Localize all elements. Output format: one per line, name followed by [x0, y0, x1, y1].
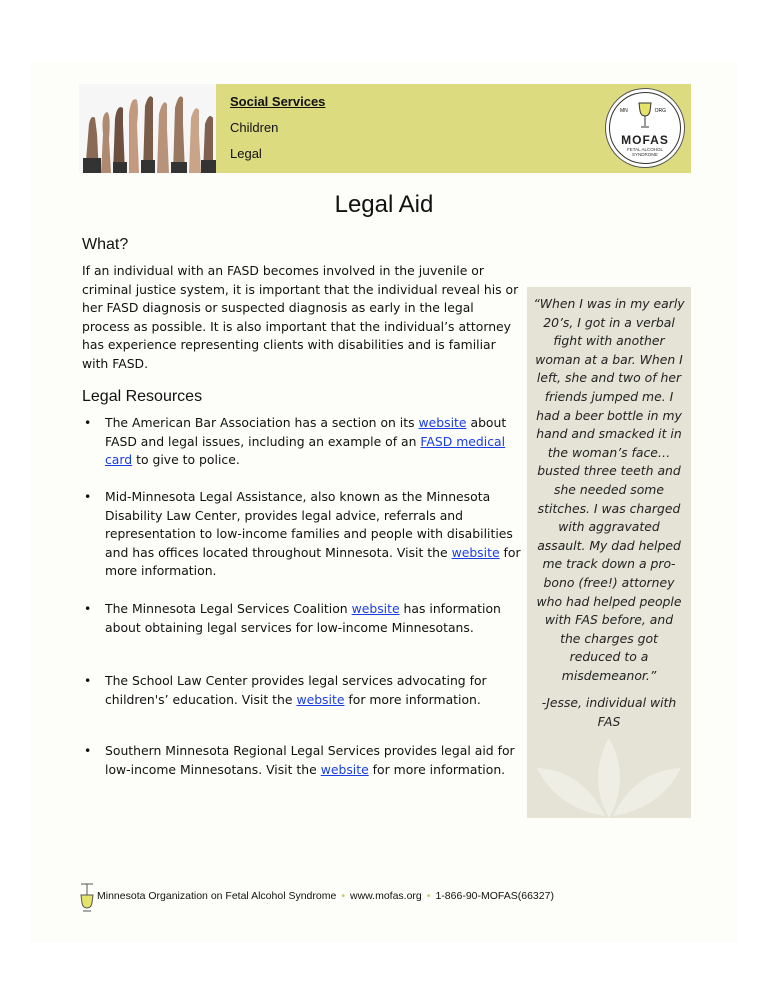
- resource-item-school-law-center: [82, 672, 522, 709]
- resource-item-aba: [82, 414, 522, 470]
- resource-text: has information about obtaining legal services for low-income Minnesotans.: [105, 601, 501, 635]
- header-band: [216, 84, 691, 173]
- footer: [79, 883, 639, 913]
- resource-text: Mid-Minnesota Legal Assistance, also known as the Minnesota Disability Law Center, provides legal advice, referrals and representation to low-income families and people with disabilities and has offices located throughout Minnesota. Visit the: [105, 489, 513, 560]
- footer-org: Minnesota Organization on Fetal Alcohol Syndrome: [97, 890, 337, 902]
- resource-item-southern-minnesota: [82, 742, 522, 779]
- mofas-logo: [605, 88, 685, 168]
- nav-social-services[interactable]: Social Services: [230, 94, 326, 109]
- section-nav: [230, 94, 325, 172]
- sidebar-attribution: -Jesse, individual with FAS: [541, 695, 677, 729]
- what-heading: What?: [82, 236, 129, 253]
- resource-text: The Minnesota Legal Services Coalition: [105, 601, 352, 616]
- resource-text: for more information.: [344, 691, 481, 707]
- bullet-icon: •: [84, 415, 92, 430]
- quote-sidebar: [527, 287, 691, 818]
- bullet-icon: •: [84, 673, 92, 688]
- logo-mn: MN: [620, 108, 628, 114]
- header: [79, 84, 691, 173]
- footer-url[interactable]: www.mofas.org: [350, 890, 422, 902]
- logo-word: MOFAS: [621, 133, 669, 147]
- logo-sub-line2: SYNDROME: [631, 152, 658, 157]
- raised-hands-photo: [79, 84, 216, 173]
- logo-subtitle: [606, 147, 684, 157]
- footer-separator: •: [426, 890, 431, 902]
- footer-separator: •: [341, 890, 345, 902]
- resource-text: Southern Minnesota Regional Legal Services provides legal aid for low-income Minnesotans. Visit the: [105, 743, 515, 777]
- logo-org: ORG: [654, 108, 666, 114]
- wine-glass-icon: [79, 883, 95, 913]
- wine-glass-icon: [636, 101, 654, 131]
- nav-children[interactable]: Children: [230, 120, 279, 135]
- resource-item-legal-services-coalition: [82, 600, 522, 637]
- aba-website-link[interactable]: website: [418, 415, 467, 430]
- sidebar-quote: “When I was in my early 20’s, I got in a verbal fight with another woman at a bar. When I left, she and two of her friends jumped me. I had a beer bottle in my hand and smacked it in the woman’s face…busted three teeth and she needed some stitches. I was charged with aggravated assault. My dad helped me track down a pro-bono (free!) attorney who had helped people with FAS before, and the charges got reduced to a misdemeanor.”: [533, 296, 685, 683]
- southern-minnesota-website-link[interactable]: website: [320, 761, 369, 777]
- page-title: Legal Aid: [334, 191, 434, 218]
- school-law-website-link[interactable]: website: [296, 691, 345, 707]
- bullet-icon: •: [84, 601, 92, 616]
- footer-text: [97, 890, 554, 902]
- nav-legal[interactable]: Legal: [230, 146, 262, 161]
- legal-resources-heading: Legal Resources: [82, 388, 203, 405]
- coalition-website-link[interactable]: website: [351, 601, 400, 616]
- footer-phone: 1-866-90-MOFAS(66327): [435, 890, 554, 902]
- mid-minnesota-website-link[interactable]: website: [451, 544, 500, 560]
- resource-text: The American Bar Association has a section on its: [105, 415, 419, 430]
- resource-item-mid-minnesota: [82, 488, 522, 581]
- what-text: If an individual with an FASD becomes involved in the juvenile or criminal justice system, it is important that the individual reveal his or her FASD diagnosis or suspected diagnosis as early in the legal process as possible. It is also important that the individual’s attorney has experience representing clients with disabilities and is familiar with FASD.: [82, 263, 519, 371]
- logo-sub-line1: FETAL ALCOHOL: [626, 147, 663, 152]
- fasd-medical-card-link[interactable]: FASD medical card: [105, 433, 506, 468]
- resource-text: The School Law Center provides legal services advocating for children's’ education. Visit the: [105, 673, 487, 707]
- resource-text: to give to police.: [132, 452, 240, 468]
- resource-text: for more information.: [368, 761, 506, 777]
- resource-text: about FASD and legal issues, including an example of an: [105, 415, 507, 449]
- bullet-icon: •: [84, 743, 92, 758]
- resource-text: for more information.: [105, 544, 521, 579]
- bullet-icon: •: [84, 489, 92, 504]
